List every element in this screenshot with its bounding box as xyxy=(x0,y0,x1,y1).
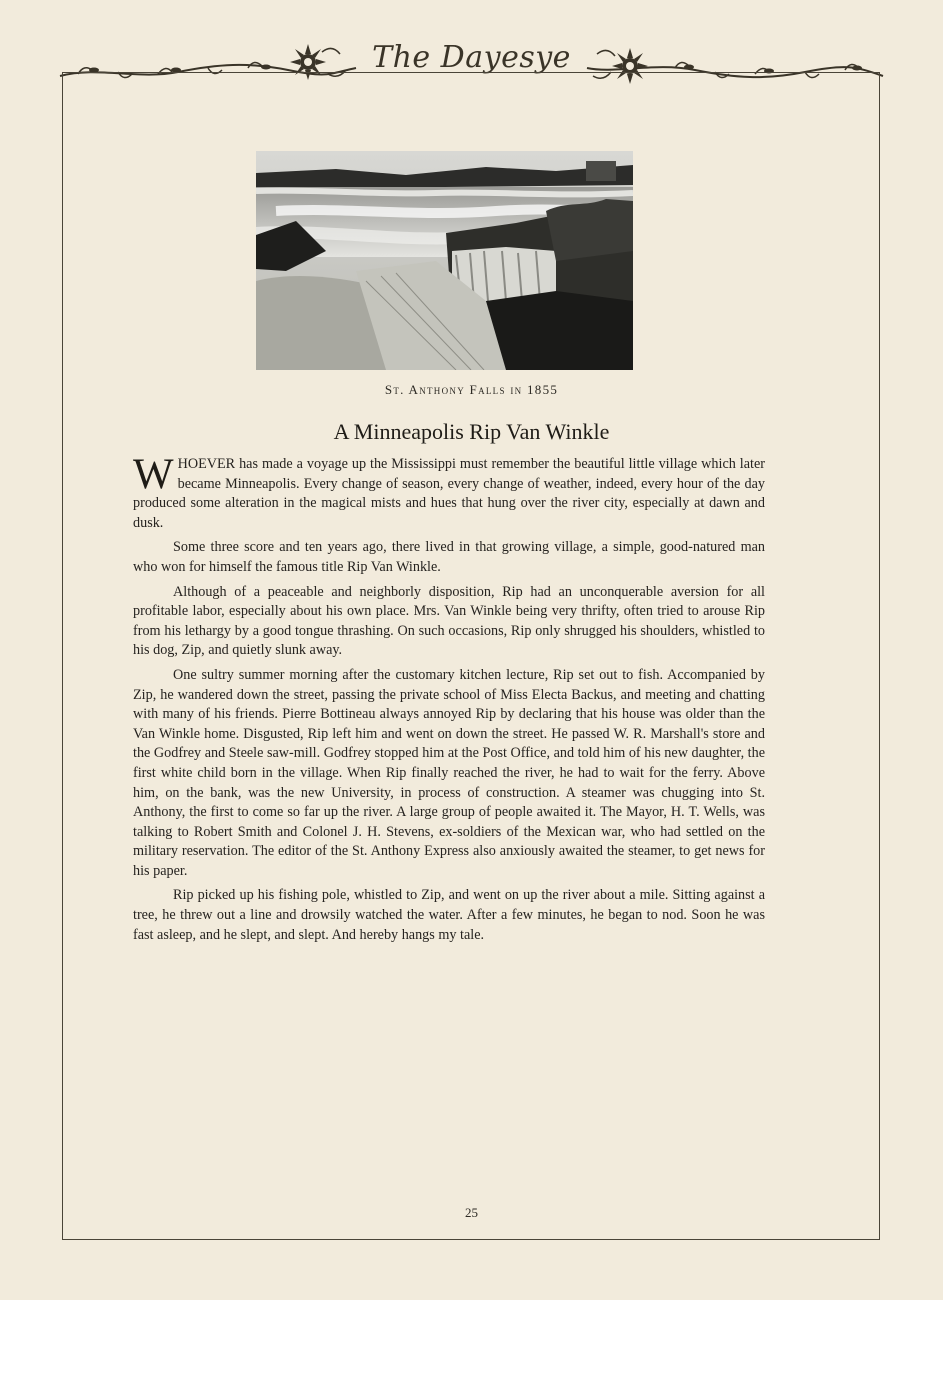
article-body xyxy=(133,451,765,950)
article-paragraph-5: Rip picked up his fishing pole, whistled to Zip, and went on up the river about a mile. Sitting against a tree, he threw out a line and drowsily watched the water. After a few minutes, he began to nod. Soon he was fast asleep, and he slept, and slept. And hereby hangs my tale. xyxy=(133,887,765,943)
photo-caption: St. Anthony Falls in 1855 xyxy=(384,382,559,397)
running-header-title: The Dayesye xyxy=(372,40,571,75)
article-paragraph-2: Some three score and ten years ago, there lived in that growing village, a simple, good-natured man who won for himself the famous title Rip Van Winkle. xyxy=(133,539,765,575)
article-paragraph-4: One sultry summer morning after the customary kitchen lecture, Rip set out to fish. Accompanied by Zip, he wandered down the street, passing the private school of Miss Electa Backus, and meeting and chatting with many of his friends. Pierre Bottineau always annoyed Rip by declaring that his house was older than the Van Winkle home. Disgusted, Rip left him and went on down the street. He passed W. R. Marshall's store and the Godfrey and Steele saw-mill. Godfrey stopped him at the Post Office, and told him of his new daughter, the first white child born in the village. When Rip finally reached the river, he had to wait for the ferry. Above him, on the bank, was the new University, in process of construction. A steamer was chugging into St. Anthony, the first to come so far up the river. A large group of people awaited it. The Mayor, H. T. Wells, was talking to Robert Smith and Colonel J. H. Stevens, ex-soldiers of the Mexican war, who had settled on the military reservation. The editor of the St. Anthony Express also anxiously awaited the steamer, to get news for his paper. xyxy=(133,666,765,879)
article-paragraph-1: WHOEVER has made a voyage up the Mississippi must remember the beautiful little village which later became Minneapolis. Every change of season, every change of weather, indeed, every hour of the day produced some alteration in the magical mists and hues that hung over the river city, especially at dawn and dusk. xyxy=(133,451,765,531)
article-paragraph-3: Although of a peaceable and neighborly disposition, Rip had an unconquerable aversion for all profitable labor, especially about his own place. Mrs. Van Winkle being very thrifty, often tried to arouse Rip from his lethargy by a good tongue thrashing. On such occasions, Rip only shrugged his shoulders, whistled to his dog, Zip, and quietly slunk away. xyxy=(133,583,765,659)
page-number: 25 xyxy=(465,1205,478,1220)
st-anthony-falls-photograph xyxy=(256,151,633,370)
drop-cap: W xyxy=(133,451,174,498)
article-title: A Minneapolis Rip Van Winkle xyxy=(333,419,610,444)
bottom-white-band xyxy=(0,1300,943,1390)
